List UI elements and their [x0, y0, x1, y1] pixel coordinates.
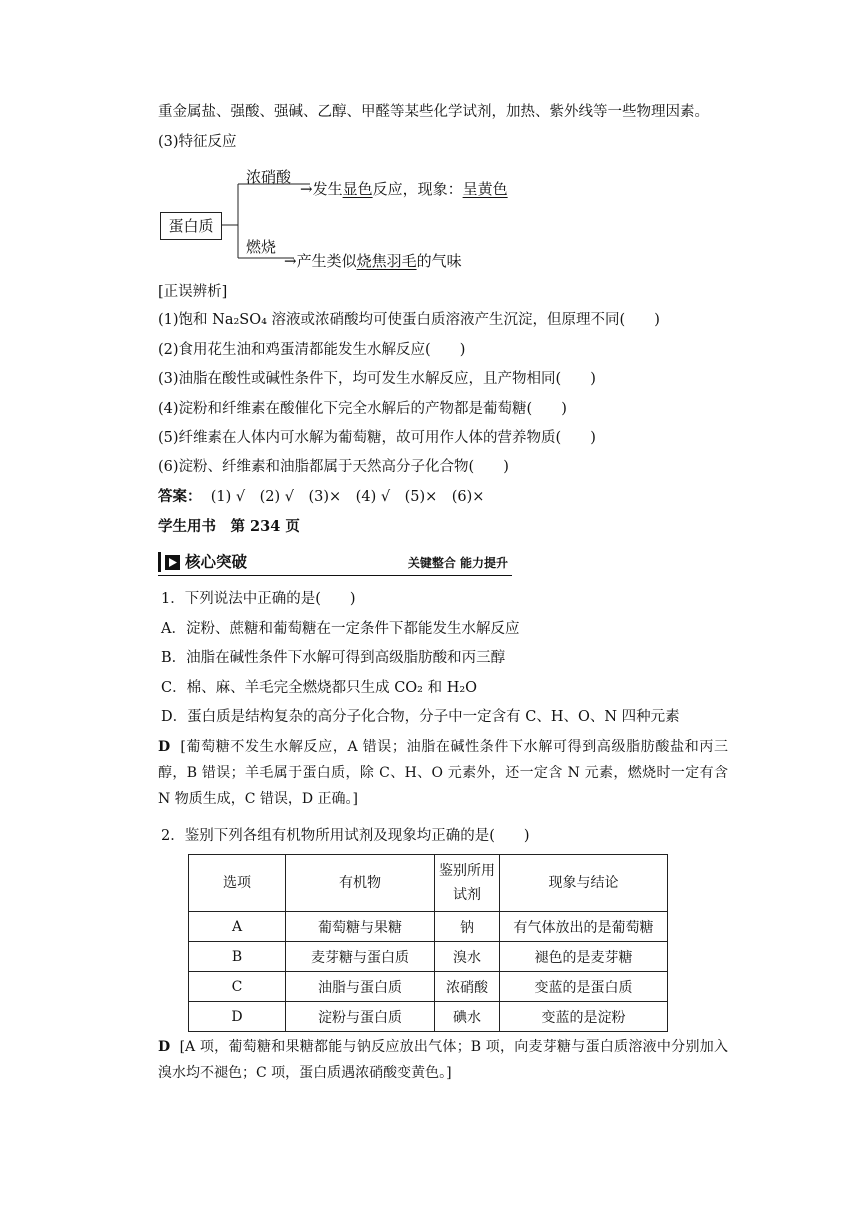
- table-header-cell: 鉴别所用试剂: [435, 855, 500, 912]
- judge-item-1: (1)饱和 Na₂SO₄ 溶液或浓硝酸均可使蛋白质溶液产生沉淀，但原理不同( ): [158, 312, 660, 328]
- judge-item-2: (2)食用花生油和鸡蛋清都能发生水解反应( ): [158, 342, 466, 358]
- q1-explanation-text: [葡萄糖不发生水解反应，A 错误；油脂在碱性条件下水解可得到高级脂肪酸盐和丙三醇，B 错误；羊毛属于蛋白质，除 C、H、O 元素外，还一定含 N 元素，燃烧时一定有含 N 物质生成，C 错误，D 正确。]: [158, 739, 728, 807]
- q1-answer: D: [158, 739, 171, 755]
- branch1-result: [300, 178, 508, 199]
- table-cell: 变蓝的是蛋白质: [500, 972, 668, 1002]
- intro-line: 重金属盐、强酸、强碱、乙醇、甲醛等某些化学试剂，加热、紫外线等一些物理因素。: [158, 104, 709, 120]
- table-cell: A: [189, 912, 286, 942]
- q2-explanation: [158, 1034, 728, 1086]
- table-cell: 碘水: [435, 1002, 500, 1032]
- table-header-cell: 有机物: [286, 855, 435, 912]
- q1-explanation: [158, 734, 728, 812]
- table-cell: 溴水: [435, 942, 500, 972]
- table-cell: C: [189, 972, 286, 1002]
- q2-stem: 2．鉴别下列各组有机物所用试剂及现象均正确的是( ): [161, 828, 530, 844]
- page-reference: 学生用书 第 234 页: [158, 518, 300, 535]
- table-cell: 淀粉与蛋白质: [286, 1002, 435, 1032]
- branch2-burnt-feather: 烧焦羽毛: [356, 252, 417, 270]
- table-cell: B: [189, 942, 286, 972]
- section-subtitle: 关键整合 能力提升: [407, 556, 508, 570]
- protein-reaction-diagram: [158, 160, 538, 280]
- branch2-suffix: 的气味: [416, 252, 462, 270]
- judge-item-4: (4)淀粉和纤维素在酸催化下完全水解后的产物都是葡萄糖( ): [158, 401, 567, 417]
- table-row: [189, 972, 668, 1002]
- branch1-label: 浓硝酸: [246, 168, 292, 186]
- table-header-cell: 选项: [189, 855, 286, 912]
- table-cell: 麦芽糖与蛋白质: [286, 942, 435, 972]
- section-underline: [158, 575, 512, 576]
- q2-table: [188, 854, 668, 1032]
- table-row: [189, 1002, 668, 1032]
- branch2-prefix: →产生类似: [284, 252, 357, 270]
- branch2-label: 燃烧: [246, 238, 277, 256]
- section-bar: [158, 552, 161, 572]
- judge-heading: [正误辨析]: [158, 284, 228, 300]
- branch1-color-reaction: 显色: [342, 180, 373, 198]
- branch1-yellow: 呈黄色: [462, 180, 508, 198]
- q2-answer: D: [158, 1039, 171, 1055]
- table-header-row: [189, 855, 668, 912]
- q2-explanation-text: [A 项，葡萄糖和果糖都能与钠反应放出气体；B 项，向麦芽糖与蛋白质溶液中分别加入溴水均不褪色；C 项，蛋白质遇浓硝酸变黄色。]: [158, 1039, 728, 1081]
- table-row: [189, 912, 668, 942]
- q1-option-b: B．油脂在碱性条件下水解可得到高级脂肪酸和丙三醇: [161, 650, 506, 666]
- table-cell: D: [189, 1002, 286, 1032]
- q1-stem: 1．下列说法中正确的是( ): [161, 591, 356, 607]
- play-icon: [165, 555, 180, 570]
- table-header-cell: 现象与结论: [500, 855, 668, 912]
- branch1-mid: 反应，现象：: [372, 180, 463, 198]
- judge-item-5: (5)纤维素在人体内可水解为葡萄糖，故可用作人体的营养物质( ): [158, 430, 596, 446]
- answer-values: (1) √ (2) √ (3)× (4) √ (5)× (6)×: [210, 489, 485, 505]
- q1-option-c: C．棉、麻、羊毛完全燃烧都只生成 CO₂ 和 H₂O: [161, 680, 478, 696]
- section-header: [158, 550, 512, 574]
- q1-option-d: D．蛋白质是结构复杂的高分子化合物，分子中一定含有 C、H、O、N 四种元素: [161, 709, 680, 725]
- table-cell: 变蓝的是淀粉: [500, 1002, 668, 1032]
- subheading-feature-reaction: (3)特征反应: [158, 134, 237, 150]
- branch2-result: [284, 250, 462, 271]
- q1-option-a: A．淀粉、蔗糖和葡萄糖在一定条件下都能发生水解反应: [161, 621, 520, 637]
- table-cell: 有气体放出的是葡萄糖: [500, 912, 668, 942]
- table-cell: 浓硝酸: [435, 972, 500, 1002]
- answer-label: 答案：: [158, 488, 202, 505]
- table-row: [189, 942, 668, 972]
- branch1-prefix: →发生: [300, 180, 343, 198]
- protein-box: 蛋白质: [160, 212, 222, 240]
- judge-answers: [158, 486, 484, 508]
- table-cell: 油脂与蛋白质: [286, 972, 435, 1002]
- judge-item-6: (6)淀粉、纤维素和油脂都属于天然高分子化合物( ): [158, 459, 509, 475]
- table-cell: 钠: [435, 912, 500, 942]
- judge-item-3: (3)油脂在酸性或碱性条件下，均可发生水解反应，且产物相同( ): [158, 371, 596, 387]
- table-cell: 葡萄糖与果糖: [286, 912, 435, 942]
- section-title: 核心突破: [185, 553, 248, 571]
- table-cell: 褪色的是麦芽糖: [500, 942, 668, 972]
